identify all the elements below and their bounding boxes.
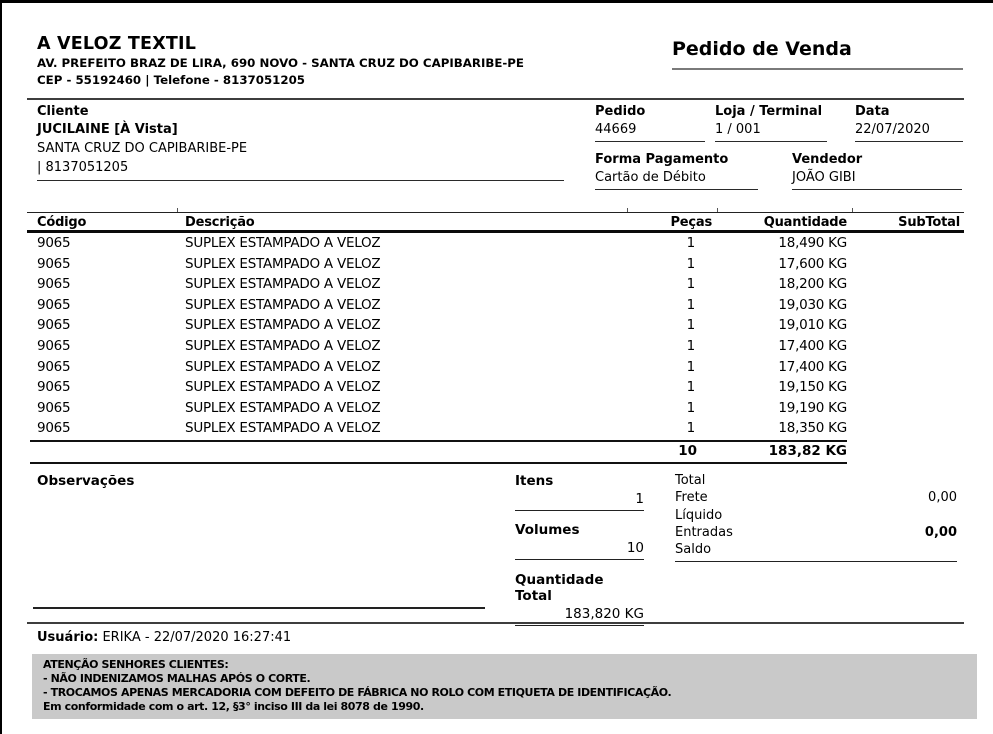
payment-method-value: Cartão de Débito xyxy=(595,170,706,185)
store-terminal-label: Loja / Terminal xyxy=(715,104,823,119)
volumes-value: 10 xyxy=(626,540,644,556)
client-phone: | 8137051205 xyxy=(37,160,129,175)
table-body xyxy=(2,234,993,440)
company-name: A VELOZ TEXTIL xyxy=(37,34,197,54)
observations-label: Observações xyxy=(37,473,135,489)
totals-bottom-rule xyxy=(30,462,847,464)
user-value: ERIKA - 22/07/2020 16:27:41 xyxy=(102,630,292,645)
totals-list xyxy=(675,473,957,562)
table-row: 9065 SUPLEX ESTAMPADO A VELOZ 1 18,350 KG xyxy=(37,420,847,437)
table-header-rule xyxy=(27,230,964,233)
table-row: 9065 SUPLEX ESTAMPADO A VELOZ 1 17,600 KG xyxy=(37,255,847,272)
footer-divider xyxy=(27,622,964,624)
notice-line: - TROCAMOS APENAS MERCADORIA COM DEFEITO DE FÁBRICA NO ROLO COM ETIQUETA DE IDENTIFICAÇÃO. xyxy=(43,686,672,699)
table-row: 9065 SUPLEX ESTAMPADO A VELOZ 1 19,030 KG xyxy=(37,296,847,313)
observations-rule xyxy=(33,607,485,609)
items-block xyxy=(515,473,644,511)
items-value: 1 xyxy=(635,491,644,507)
client-name: JUCILAINE [À Vista] xyxy=(37,122,178,137)
field-salesperson xyxy=(792,152,962,190)
column-tick xyxy=(717,208,718,212)
salesperson-value: JOÃO GIBI xyxy=(792,170,856,185)
date-label: Data xyxy=(855,104,890,119)
store-terminal-value: 1 / 001 xyxy=(715,122,761,137)
header-divider xyxy=(27,98,964,100)
salesperson-label: Vendedor xyxy=(792,152,863,167)
table-top-rule xyxy=(27,212,964,213)
column-tick xyxy=(177,208,178,212)
notice-line: ATENÇÃO SENHORES CLIENTES: xyxy=(43,658,229,671)
column-tick xyxy=(627,208,628,212)
summary-row: Líquido xyxy=(675,507,723,523)
table-row: 9065 SUPLEX ESTAMPADO A VELOZ 1 19,190 KG xyxy=(37,399,847,416)
field-date xyxy=(855,104,963,142)
column-header-quantidade: Quantidade xyxy=(763,215,847,230)
field-order-number xyxy=(595,104,705,142)
summary-row: Saldo xyxy=(675,542,712,558)
totals-top-rule xyxy=(30,440,847,442)
order-number-label: Pedido xyxy=(595,104,646,119)
column-header-codigo: Código xyxy=(37,215,87,230)
field-payment-method xyxy=(595,152,758,190)
notice-box xyxy=(32,654,977,719)
date-value: 22/07/2020 xyxy=(855,122,930,137)
client-block xyxy=(37,104,564,181)
notice-line: - NÃO INDENIZAMOS MALHAS APÓS O CORTE. xyxy=(43,672,311,685)
total-pieces: 10 xyxy=(678,443,697,459)
company-header xyxy=(37,34,524,87)
table-row: 9065 SUPLEX ESTAMPADO A VELOZ 1 19,010 KG xyxy=(37,317,847,334)
column-header-descricao: Descrição xyxy=(185,215,255,230)
total-quantity-value: 183,820 KG xyxy=(564,606,644,622)
notice-line: Em conformidade com o art. 12, §3° inciso III da lei 8078 de 1990. xyxy=(43,700,424,713)
table-row: 9065 SUPLEX ESTAMPADO A VELOZ 1 18,200 KG xyxy=(37,276,847,293)
column-header-subtotal: SubTotal xyxy=(898,215,960,230)
table-row: 9065 SUPLEX ESTAMPADO A VELOZ 1 17,400 KG xyxy=(37,337,847,354)
volumes-label: Volumes xyxy=(515,522,580,538)
items-label: Itens xyxy=(515,473,554,489)
client-label: Cliente xyxy=(37,104,89,119)
total-quantity: 183,82 KG xyxy=(768,443,847,459)
column-tick xyxy=(852,208,853,212)
payment-method-label: Forma Pagamento xyxy=(595,152,729,167)
order-number-value: 44669 xyxy=(595,122,637,137)
total-quantity-label: Quantidade Total xyxy=(515,572,604,604)
summary-row: Frete 0,00 xyxy=(675,490,957,506)
user-line xyxy=(37,630,291,645)
field-store-terminal xyxy=(715,104,827,142)
table-row: 9065 SUPLEX ESTAMPADO A VELOZ 1 18,490 KG xyxy=(37,235,847,251)
table-row: 9065 SUPLEX ESTAMPADO A VELOZ 1 19,150 KG xyxy=(37,379,847,396)
page-title: Pedido de Venda xyxy=(672,38,963,70)
company-cep-phone: CEP - 55192460 | Telefone - 8137051205 xyxy=(37,72,306,87)
summary-row: Total xyxy=(675,473,706,488)
company-address: AV. PREFEITO BRAZ DE LIRA, 690 NOVO - SANTA CRUZ DO CAPIBARIBE-PE xyxy=(37,56,524,70)
column-header-pecas: Peças xyxy=(670,215,712,230)
user-label: Usuário: xyxy=(37,630,99,645)
total-quantity-block xyxy=(515,572,644,626)
volumes-block xyxy=(515,522,644,560)
client-city: SANTA CRUZ DO CAPIBARIBE-PE xyxy=(37,141,248,156)
table-row: 9065 SUPLEX ESTAMPADO A VELOZ 1 17,400 KG xyxy=(37,358,847,375)
summary-row: Entradas 0,00 xyxy=(675,524,957,540)
table-header-row xyxy=(2,215,993,230)
